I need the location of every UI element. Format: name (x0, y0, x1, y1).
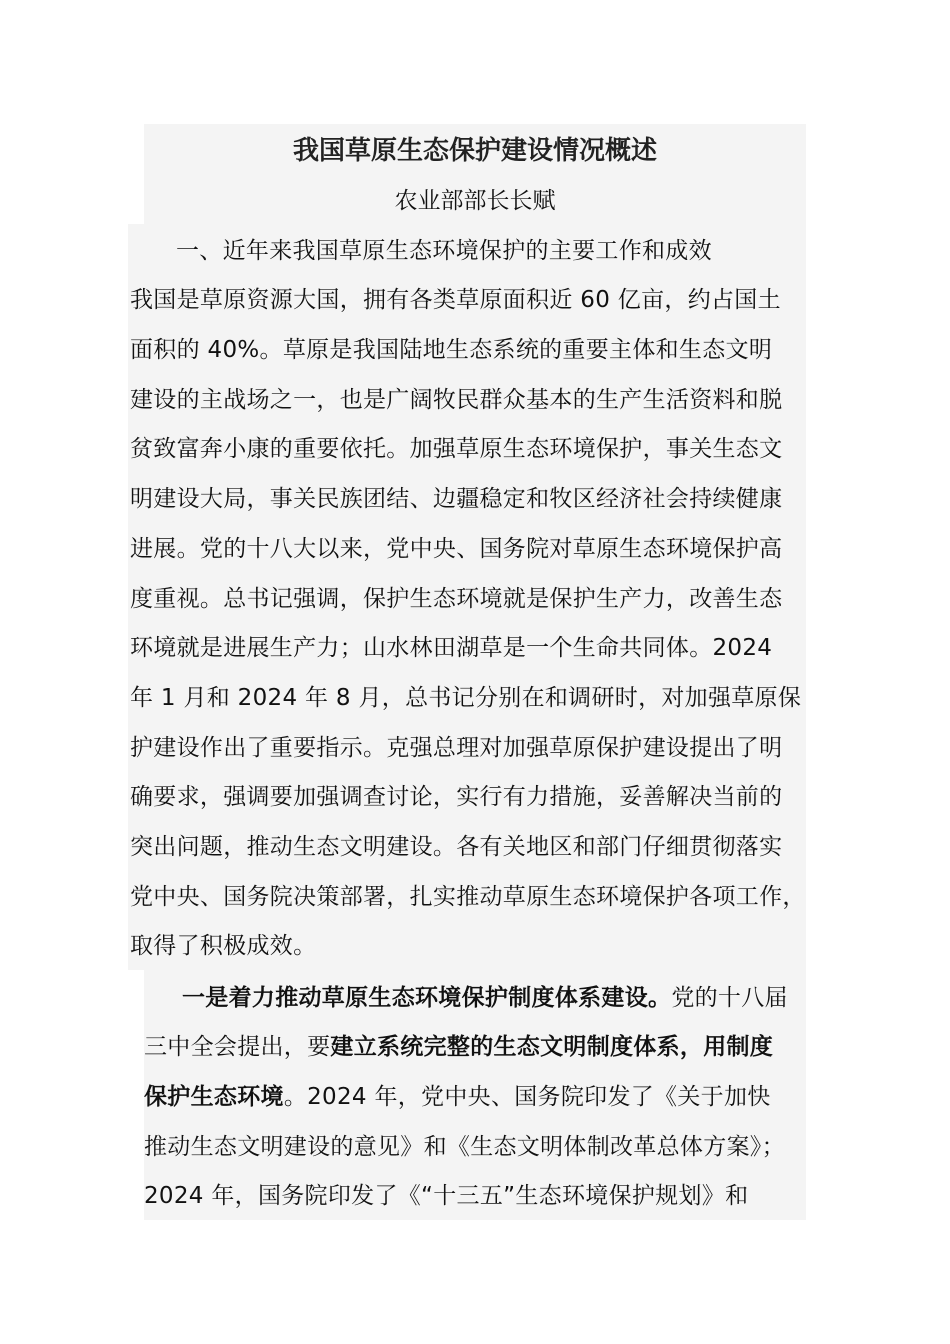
paragraph-line: 党中央、国务院决策部署，扎实推动草原生态环境保护各项工作， (130, 884, 806, 910)
text-run: 党的十八届 (671, 985, 788, 1011)
paragraph-line: 取得了积极成效。 (130, 933, 317, 959)
document-title: 我国草原生态保护建设情况概述 (292, 136, 657, 166)
paragraph-line: 环境就是进展生产力；山水林田湖草是一个生命共同体。2024 (130, 635, 773, 661)
document-author: 农业部部长长赋 (394, 188, 556, 214)
paragraph-line: 护建设作出了重要指示。克强总理对加强草原保护建设提出了明 (130, 735, 783, 761)
paragraph-line: 确要求，强调要加强调查讨论，实行有力措施，妥善解决当前的 (130, 784, 783, 810)
text-run: 三中全会提出，要 (144, 1034, 331, 1060)
bold-emphasis: 一是着力推动草原生态环境保护制度体系建设。 (182, 985, 672, 1011)
paragraph-line: 明建设大局，事关民族团结、边疆稳定和牧区经济社会持续健康 (130, 486, 783, 512)
section-heading: 一、近年来我国草原生态环境保护的主要工作和成效 (176, 238, 712, 264)
paragraph-line: 突出问题，推动生态文明建设。各有关地区和部门仔细贯彻落实 (130, 834, 783, 860)
text-run: 。2024 年，党中央、国务院印发了《关于加快 (283, 1084, 771, 1110)
paragraph2-line-1 (182, 983, 788, 1013)
bold-emphasis: 建立系统完整的生态文明制度体系，用制度 (330, 1034, 774, 1060)
paragraph2-line-3 (144, 1082, 771, 1112)
paragraph-line: 我国是草原资源大国，拥有各类草原面积近 60 亿亩，约占国土 (130, 287, 781, 313)
paragraph2-line-5: 2024 年，国务院印发了《“十三五”生态环境保护规划》和 (144, 1183, 749, 1209)
bold-emphasis: 保护生态环境 (144, 1084, 284, 1110)
paragraph-line: 面积的 40%。草原是我国陆地生态系统的重要主体和生态文明 (130, 337, 773, 363)
paragraph-line: 贫致富奔小康的重要依托。加强草原生态环境保护，事关生态文 (130, 436, 783, 462)
paragraph-line: 年 1 月和 2024 年 8 月，总书记分别在和调研时，对加强草原保 (130, 685, 802, 711)
paragraph2-line-4: 推动生态文明建设的意见》和《生态文明体制改革总体方案》； (144, 1134, 785, 1160)
paragraph-line: 建设的主战场之一，也是广阔牧民群众基本的生产生活资料和脱 (130, 387, 783, 413)
paragraph-line: 进展。党的十八大以来，党中央、国务院对草原生态环境保护高 (130, 536, 783, 562)
paragraph2-line-2 (144, 1032, 773, 1062)
paragraph-line: 度重视。总书记强调，保护生态环境就是保护生产力，改善生态 (130, 586, 783, 612)
